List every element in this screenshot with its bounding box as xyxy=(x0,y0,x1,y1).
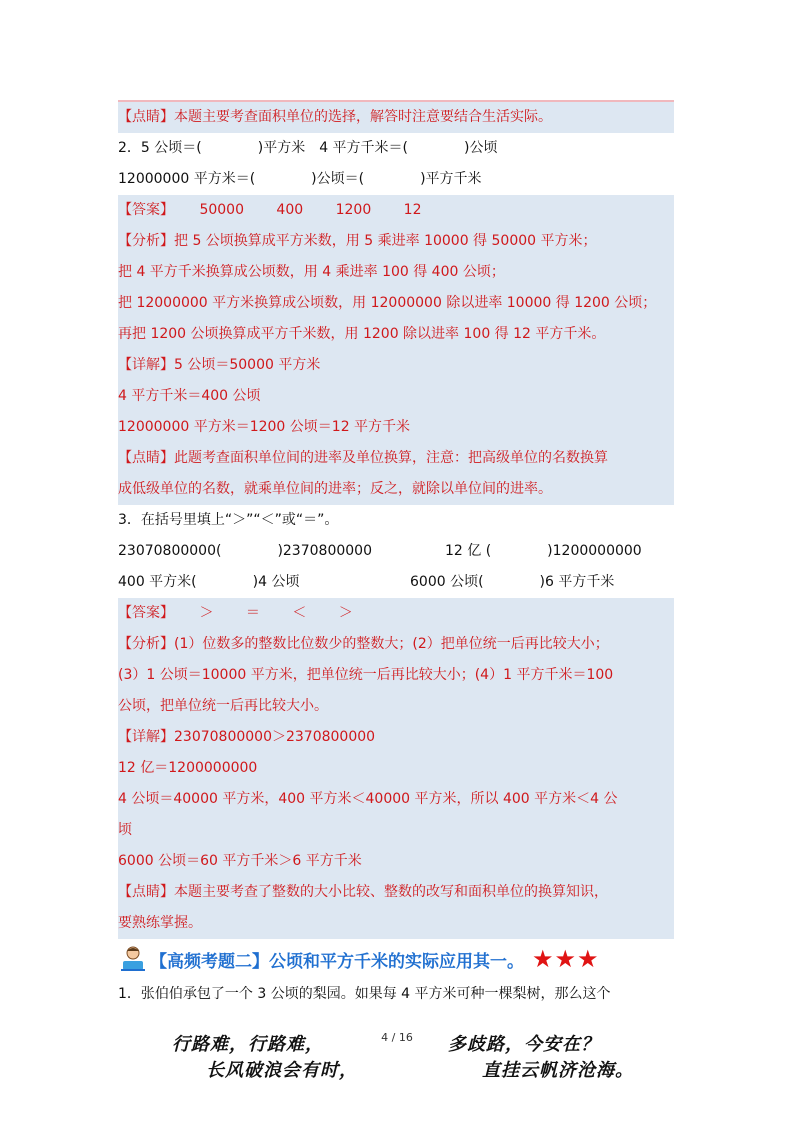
compare-item: 6000 公顷( )6 平方千米 xyxy=(410,574,615,590)
analysis-line: 把 4 平方千米换算成公顷数，用 4 乘进率 100 得 400 公顷； xyxy=(118,257,674,288)
section-title: 【高频考题二】公顷和平方千米的实际应用其一。 xyxy=(150,951,524,972)
compare-item: 12 亿 ( )1200000000 xyxy=(445,543,642,559)
difficulty-stars xyxy=(532,947,600,971)
question-row xyxy=(118,536,674,567)
answer-line: 【答案】 ＞ ＝ ＜ ＞ xyxy=(118,598,674,629)
star-icon: ★ xyxy=(577,945,599,973)
document-body xyxy=(118,100,674,1010)
page-number: 4 / 16 xyxy=(381,1031,413,1044)
analysis-line: 【分析】把 5 公顷换算成平方米数，用 5 乘进率 10000 得 50000 平方米； xyxy=(118,226,674,257)
detail-line: 4 平方千米＝400 公顷 xyxy=(118,381,674,412)
question-row xyxy=(118,567,674,598)
student-reading-icon xyxy=(118,944,148,974)
poem-line: 长风破浪会有时， xyxy=(206,1060,358,1081)
detail-line: 12000000 平方米＝1200 公顷＝12 平方千米 xyxy=(118,412,674,443)
answer-line: 【答案】 50000 400 1200 12 xyxy=(118,195,674,226)
detail-line: 12 亿＝1200000000 xyxy=(118,753,674,784)
detail-line: 4 公顷＝40000 平方米，400 平方米＜40000 平方米，所以 400 平方米＜4 公 xyxy=(118,784,674,815)
detail-line: 【详解】5 公顷＝50000 平方米 xyxy=(118,350,674,381)
compare-item: 400 平方米( )4 公顷 xyxy=(118,574,300,590)
analysis-line: 公顷，把单位统一后再比较大小。 xyxy=(118,691,674,722)
section-heading xyxy=(118,941,674,977)
remark-line: 成低级单位的名数，就乘单位间的进率；反之，就除以单位间的进率。 xyxy=(118,474,674,505)
poem-line: 行路难，行路难， xyxy=(172,1034,324,1055)
star-icon: ★ xyxy=(532,945,554,973)
analysis-line: 再把 1200 公顷换算成平方千米数，用 1200 除以进率 100 得 12 平方千米。 xyxy=(118,319,674,350)
detail-line: 顷 xyxy=(118,815,674,846)
remark-line: 【点睛】本题主要考查了整数的大小比较、整数的改写和面积单位的换算知识， xyxy=(118,877,674,908)
analysis-line: 把 12000000 平方米换算成公顷数，用 12000000 除以进率 10000 得 1200 公顷； xyxy=(118,288,674,319)
highlight-line: 【点睛】本题主要考查面积单位的选择，解答时注意要结合生活实际。 xyxy=(118,102,674,133)
analysis-line: (3）1 公顷＝10000 平方米，把单位统一后再比较大小；(4）1 平方千米＝100 xyxy=(118,660,674,691)
detail-line: 【详解】23070800000＞2370800000 xyxy=(118,722,674,753)
poem-line: 多歧路，今安在？ xyxy=(448,1034,600,1055)
star-icon: ★ xyxy=(554,945,577,973)
question-line: 12000000 平方米＝( )公顷＝( )平方千米 xyxy=(118,171,482,187)
question-line: 1．张伯伯承包了一个 3 公顷的梨园。如果每 4 平方米可种一棵梨树，那么这个 xyxy=(118,986,611,1002)
question-line: 3．在括号里填上“＞”“＜”或“＝”。 xyxy=(118,512,339,528)
compare-item: 23070800000( )2370800000 xyxy=(118,543,372,559)
detail-line: 6000 公顷＝60 平方千米＞6 平方千米 xyxy=(118,846,674,877)
poem-line: 直挂云帆济沧海。 xyxy=(482,1060,634,1081)
analysis-line: 【分析】(1）位数多的整数比位数少的整数大；(2）把单位统一后再比较大小； xyxy=(118,629,674,660)
remark-line: 要熟练掌握。 xyxy=(118,908,674,939)
remark-line: 【点睛】此题考查面积单位间的进率及单位换算，注意：把高级单位的名数换算 xyxy=(118,443,674,474)
question-line: 2．5 公顷＝( )平方米 4 平方千米＝( )公顷 xyxy=(118,140,498,156)
